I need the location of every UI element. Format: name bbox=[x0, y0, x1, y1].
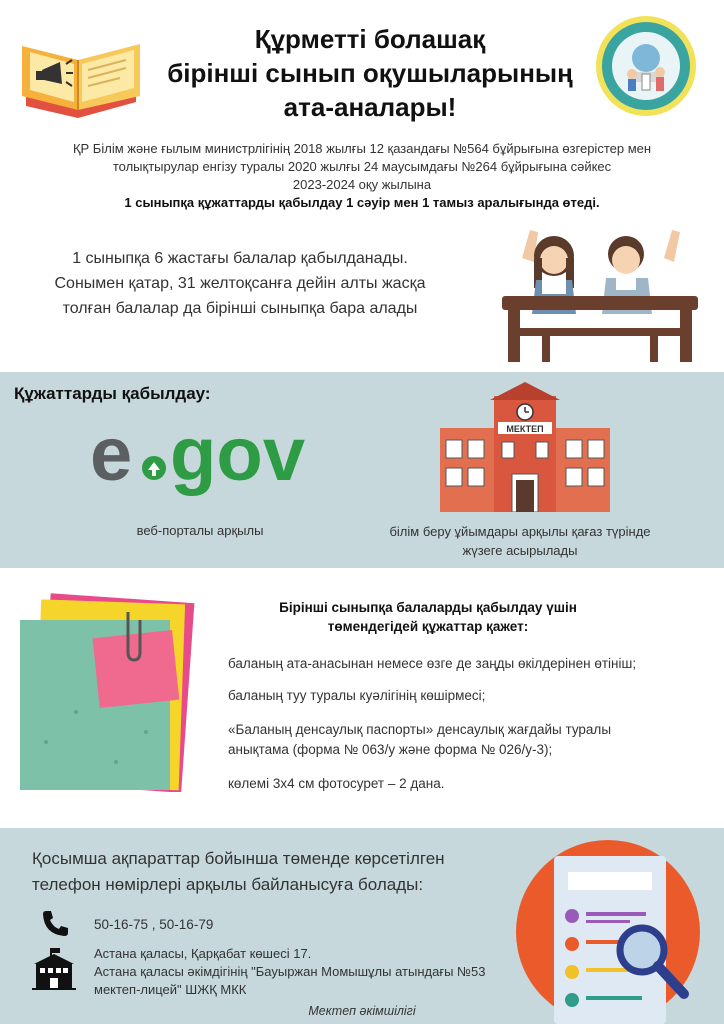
egov-logo bbox=[90, 420, 340, 512]
checklist-magnifier-illustration bbox=[514, 838, 702, 1024]
school-administration-signature: Мектеп әкімшілігі bbox=[308, 1004, 416, 1018]
egov-logo-gov: gov bbox=[170, 420, 306, 497]
age-line-3: толған балалар да бірінші сыныпқа бара алады bbox=[62, 300, 418, 317]
address-line-1: Астана қаласы, Қарқабат көшесі 17. bbox=[94, 946, 312, 961]
contacts-heading-line-2: телефон нөмірлері арқылы байланысуға болады: bbox=[32, 875, 424, 894]
page-title bbox=[140, 22, 600, 124]
egov-logo-e: e bbox=[90, 420, 133, 497]
school-sign-text: МЕКТЕП bbox=[506, 424, 544, 434]
school-caption-line-1: білім беру ұйымдары арқылы қағаз түрінде bbox=[389, 524, 651, 539]
intro-line-4: 1 сыныпқа құжаттарды қабылдау 1 сәуір мен 1 тамыз аралығында өтеді. bbox=[124, 195, 600, 210]
title-line-3: ата-аналары! bbox=[283, 92, 457, 122]
phone-icon bbox=[40, 908, 70, 938]
address-line-2: Астана қаласы әкімдігінің "Бауыржан Момышұлы атындағы №53 bbox=[94, 964, 486, 979]
documents-heading-line-2: төмендегідей құжаттар қажет: bbox=[327, 619, 529, 634]
documents-heading bbox=[238, 598, 618, 636]
school-emblem-logo bbox=[594, 14, 698, 118]
intro-line-3: 2023-2024 оқу жылына bbox=[292, 177, 432, 192]
document-item-health-form: анықтама (форма № 063/у және форма № 026/у-3); bbox=[228, 742, 553, 757]
document-item-birth-certificate: баланың туу туралы куәлігінің көшірмесі; bbox=[228, 688, 486, 703]
acceptance-title: Құжаттарды қабылдау: bbox=[14, 384, 211, 403]
intro-line-1: ҚР Білім және ғылым министрлігінің 2018 жылғы 12 қазандағы №564 бұйрығына өзгерістер мен bbox=[72, 141, 652, 156]
school-address bbox=[94, 945, 534, 999]
document-item-photo: көлемі 3х4 см фотосурет – 2 дана. bbox=[228, 776, 445, 791]
contacts-heading bbox=[32, 846, 512, 898]
title-line-2: бірінші сынып оқушыларының bbox=[167, 58, 573, 88]
age-line-2: Сонымен қатар, 31 желтоқсанға дейін алты жасқа bbox=[54, 275, 426, 292]
egov-caption: веб-порталы арқылы bbox=[136, 523, 264, 538]
school-caption bbox=[370, 522, 670, 560]
documents-heading-line-1: Бірінші сыныпқа балаларды қабылдау үшін bbox=[279, 600, 577, 615]
document-item-health-passport: «Баланың денсаулық паспорты» денсаулық жағдайы туралы bbox=[228, 722, 612, 737]
folder-with-papers-illustration bbox=[16, 592, 206, 792]
title-line-1: Құрметті болашақ bbox=[254, 24, 486, 54]
intro-line-2: толықтырулар енгізу туралы 2020 жылғы 24 маусымдағы №264 бұйрығына сәйкес bbox=[112, 159, 612, 174]
school-caption-line-2: жүзеге асырылады bbox=[462, 543, 578, 558]
address-line-3: мектеп-лицей" ШЖҚ МКК bbox=[94, 982, 247, 997]
document-item-application: баланың ата-анасынан немесе өзге де заңды өкілдерінен өтініш; bbox=[228, 656, 637, 671]
contacts-heading-line-1: Қосымша ақпараттар бойынша төменде көрсетілген bbox=[32, 849, 445, 868]
pupils-at-desk-illustration bbox=[500, 218, 700, 362]
intro-order-text bbox=[20, 140, 704, 212]
phone-numbers: 50-16-75 , 50-16-79 bbox=[94, 917, 214, 932]
age-requirement-text bbox=[20, 246, 460, 321]
age-line-1: 1 сыныпқа 6 жастағы балалар қабылданады. bbox=[72, 250, 408, 267]
school-building-illustration bbox=[440, 382, 610, 512]
school-building-icon bbox=[30, 948, 78, 990]
book-megaphone-illustration bbox=[16, 24, 146, 120]
